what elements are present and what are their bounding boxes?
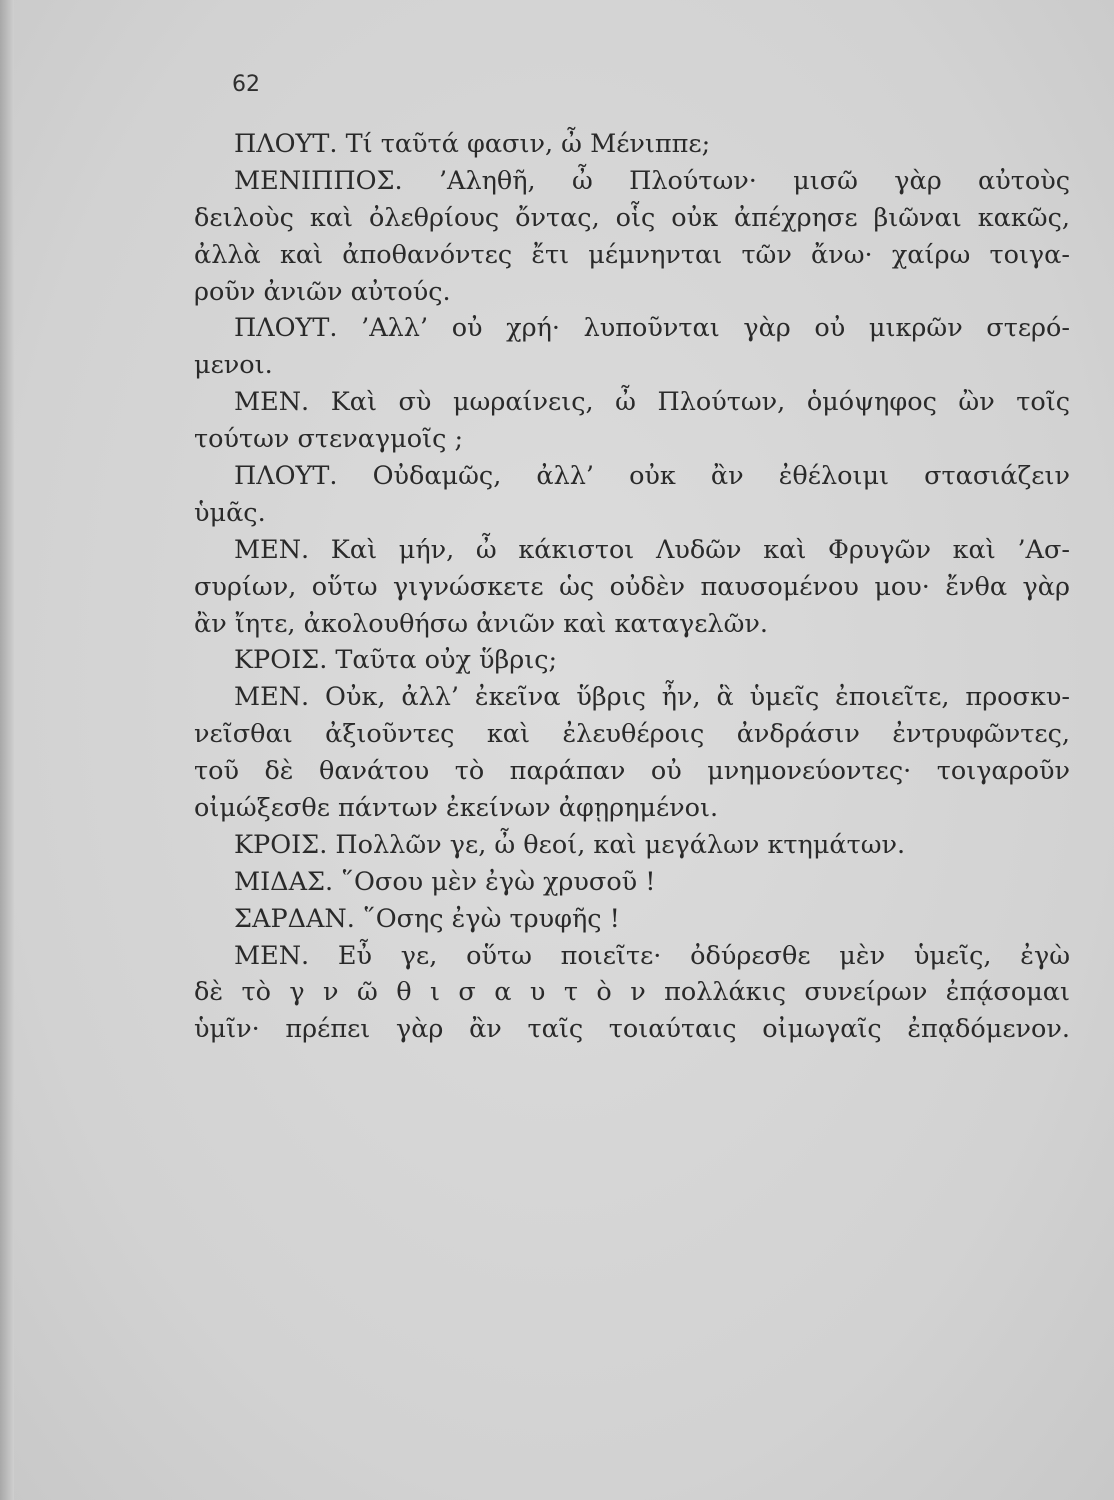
- text-line: νεῖσθαι ἀξιοῦντες καὶ ἐλευθέροις ἀνδράσιν ἐντρυφῶντες,: [194, 719, 1070, 750]
- text-line: ΜΕΝ. Καὶ σὺ μωραίνεις, ὦ Πλούτων, ὁμόψηφος ὢν τοῖς: [234, 387, 1070, 418]
- text-line: οἰμώξεσθε πάντων ἐκείνων ἀφῃρημένοι.: [194, 793, 719, 824]
- text-line: ΜΙΔΑΣ. ῞Οσου μὲν ἐγὼ χρυσοῦ !: [234, 866, 656, 897]
- text-line: συρίων, οὕτω γιγνώσκετε ὡς οὐδὲν παυσομένου μου· ἔνθα γὰρ: [194, 571, 1070, 602]
- text-line: ΜΕΝ. Καὶ μήν, ὦ κάκιστοι Λυδῶν καὶ Φρυγῶν καὶ ’Ασ-: [234, 534, 1070, 565]
- text-line: τούτων στεναγμοῖς ;: [194, 424, 464, 455]
- text-line: ὑμῖν· πρέπει γὰρ ἂν ταῖς τοιαύταις οἰμωγαῖς ἐπᾳδόμενον.: [194, 1014, 1070, 1045]
- text-line: ΠΛΟΥΤ. Τί ταῦτά φασιν, ὦ Μένιππε;: [234, 129, 711, 159]
- text-line: ὑμᾶς.: [194, 497, 266, 528]
- text-line: ἀλλὰ καὶ ἀποθανόντες ἔτι μέμνηνται τῶν ἄνω· χαίρω τοιγα-: [194, 239, 1070, 270]
- text-line: τοῦ δὲ θανάτου τὸ παράπαν οὐ μνημονεύοντες· τοιγαροῦν: [194, 756, 1070, 787]
- text-line: μενοι.: [194, 350, 273, 381]
- text-line: δειλοὺς καὶ ὀλεθρίους ὄντας, οἷς οὐκ ἀπέχρησε βιῶναι κακῶς,: [194, 202, 1070, 233]
- text-line: ΜΕΝΙΠΠΟΣ. ’Αληθῆ, ὦ Πλούτων· μισῶ γὰρ αὐτοὺς: [234, 165, 1070, 196]
- text-line: ΜΕΝ. Οὐκ, ἀλλ’ ἐκεῖνα ὕβρις ἦν, ἃ ὑμεῖς ἐποιεῖτε, προσκυ-: [234, 682, 1070, 713]
- text-line: δὲ τὸ γ ν ῶ θ ι σ α υ τ ὸ ν πολλάκις συνείρων ἐπᾴσομαι: [194, 977, 1070, 1008]
- page-binding-edge: [0, 0, 14, 1500]
- page-number: 62: [232, 72, 260, 97]
- text-line: ΠΛΟΥΤ. Οὐδαμῶς, ἀλλ’ οὐκ ἂν ἐθέλοιμι στασιάζειν: [234, 461, 1070, 492]
- text-line: ΚΡΟΙΣ. Πολλῶν γε, ὦ θεοί, καὶ μεγάλων κτημάτων.: [234, 829, 906, 860]
- text-line: ἂν ἴητε, ἀκολουθήσω ἀνιῶν καὶ καταγελῶν.: [194, 608, 768, 639]
- text-line: ροῦν ἀνιῶν αὐτούς.: [194, 276, 451, 307]
- text-line: ΠΛΟΥΤ. ’Αλλ’ οὐ χρή· λυποῦνται γὰρ οὐ μικρῶν στερό-: [234, 313, 1070, 344]
- text-line: ΚΡΟΙΣ. Ταῦτα οὐχ ὕβρις;: [234, 645, 558, 676]
- text-body: [194, 126, 1070, 1048]
- text-line: ΣΑΡΔΑΝ. ῞Οσης ἐγὼ τρυφῆς !: [234, 903, 620, 934]
- text-line: ΜΕΝ. Εὖ γε, οὕτω ποιεῖτε· ὀδύρεσθε μὲν ὑμεῖς, ἐγὼ: [234, 940, 1070, 971]
